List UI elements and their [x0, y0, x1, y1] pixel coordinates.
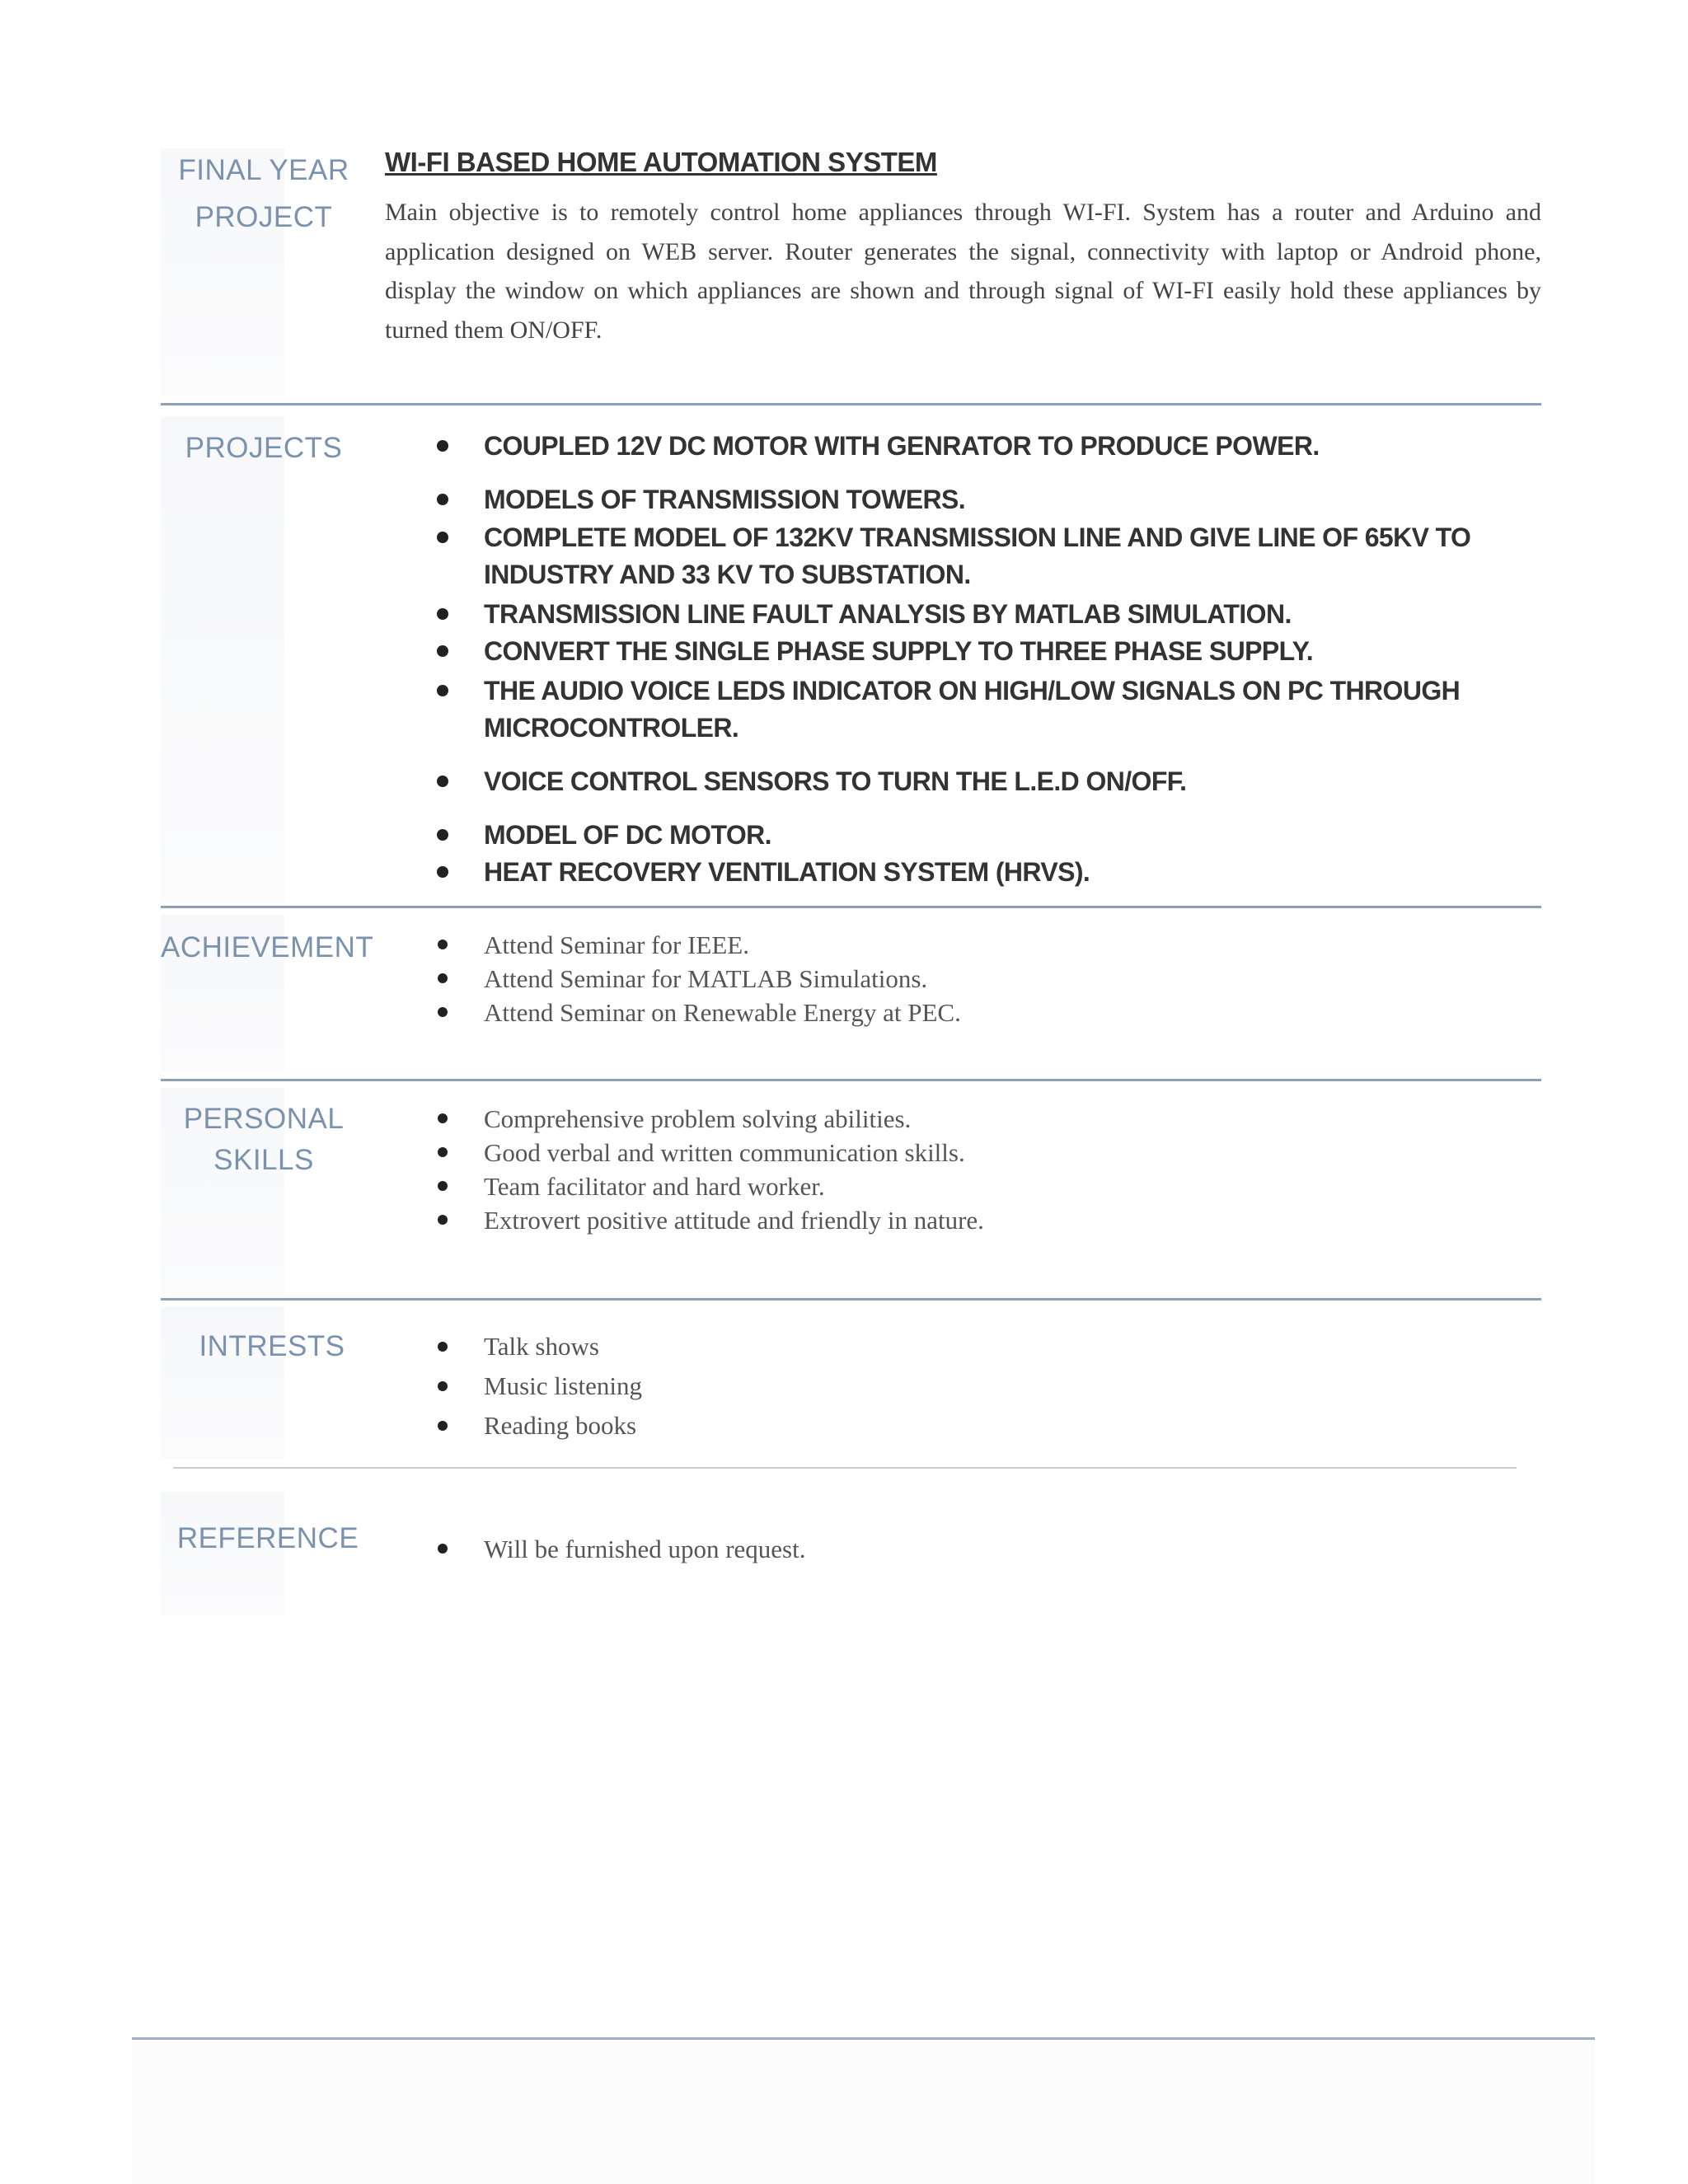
section-label-projects: PROJECTS [185, 432, 343, 464]
bullet-icon [438, 1181, 448, 1191]
project-title: WI-FI BASED HOME AUTOMATION SYSTEM [385, 147, 937, 177]
list-item: THE AUDIO VOICE LEDS INDICATOR ON HIGH/LOW SIGNALS ON PC THROUGH MICROCONTROLER. [434, 673, 1522, 747]
list-item: Extrovert positive attitude and friendly in nature. [434, 1203, 984, 1237]
footer-band [132, 2040, 1595, 2184]
section-label-interests: INTRESTS [199, 1330, 345, 1362]
bullet-icon [438, 1007, 448, 1017]
section-label-reference: REFERENCE [176, 1522, 359, 1554]
divider-5 [173, 1467, 1517, 1469]
bullet-icon [437, 645, 448, 657]
section-label-final-year-project: FINAL YEAR PROJECT [178, 154, 349, 233]
bullet-icon [438, 1147, 448, 1157]
list-item: VOICE CONTROL SENSORS TO TURN THE L.E.D ON/OFF. [434, 763, 1522, 800]
bullet-icon [437, 776, 448, 787]
list-item: COMPLETE MODEL OF 132KV TRANSMISSION LINE AND GIVE LINE OF 65KV TO INDUSTRY AND 33 KV TO SUBSTATION. [434, 519, 1522, 593]
list-item: Team facilitator and hard worker. [434, 1169, 984, 1203]
list-item: Reading books [434, 1406, 642, 1446]
list-item: COUPLED 12V DC MOTOR WITH GENRATOR TO PRODUCE POWER. [434, 428, 1522, 465]
interests-list [434, 1327, 642, 1446]
personal-skills-list [434, 1102, 984, 1237]
divider-4 [161, 1298, 1541, 1301]
reference-list [434, 1532, 805, 1566]
list-item: Will be furnished upon request. [434, 1532, 805, 1566]
bullet-icon [437, 440, 448, 452]
bullet-icon [438, 973, 448, 983]
label-column-bg-projects [161, 416, 284, 902]
projects-list [434, 428, 1522, 891]
list-item: Attend Seminar on Renewable Energy at PEC. [434, 996, 961, 1029]
list-item: HEAT RECOVERY VENTILATION SYSTEM (HRVS). [434, 854, 1522, 891]
bullet-icon [437, 829, 448, 841]
divider-2 [161, 906, 1541, 908]
bullet-icon [438, 940, 448, 949]
list-item: Attend Seminar for MATLAB Simulations. [434, 962, 961, 996]
bullet-icon [438, 1113, 448, 1123]
project-description: Main objective is to remotely control home appliances through WI-FI. System has a router and Arduino and application designed on WEB server. Router generates the signal, connectivity with laptop or Android phone, display the window on which appliances are shown and through signal of WI-FI easily hold these appliances by turned them ON/OFF. [385, 199, 1541, 344]
bullet-icon [438, 1381, 448, 1391]
list-item: Good verbal and written communication skills. [434, 1136, 984, 1169]
section-label-achievement: ACHIEVEMENT [161, 931, 374, 963]
list-item: MODEL OF DC MOTOR. [434, 817, 1522, 854]
list-item: CONVERT THE SINGLE PHASE SUPPLY TO THREE PHASE SUPPLY. [434, 633, 1522, 670]
divider-1 [161, 403, 1541, 405]
section-label-personal-skills: PERSONAL SKILLS [183, 1103, 345, 1176]
bullet-icon [437, 608, 448, 620]
bullet-icon [437, 866, 448, 878]
bullet-icon [438, 1544, 448, 1554]
bullet-icon [438, 1421, 448, 1431]
list-item: Attend Seminar for IEEE. [434, 928, 961, 962]
achievement-list [434, 928, 961, 1029]
bullet-icon [438, 1342, 448, 1352]
list-item: MODELS OF TRANSMISSION TOWERS. [434, 481, 1522, 518]
bullet-icon [437, 685, 448, 696]
list-item: TRANSMISSION LINE FAULT ANALYSIS BY MATLAB SIMULATION. [434, 596, 1522, 633]
list-item: Comprehensive problem solving abilities. [434, 1102, 984, 1136]
list-item: Talk shows [434, 1327, 642, 1366]
bullet-icon [437, 532, 448, 543]
bullet-icon [438, 1215, 448, 1225]
divider-3 [161, 1079, 1541, 1081]
list-item: Music listening [434, 1366, 642, 1406]
bullet-icon [437, 494, 448, 505]
